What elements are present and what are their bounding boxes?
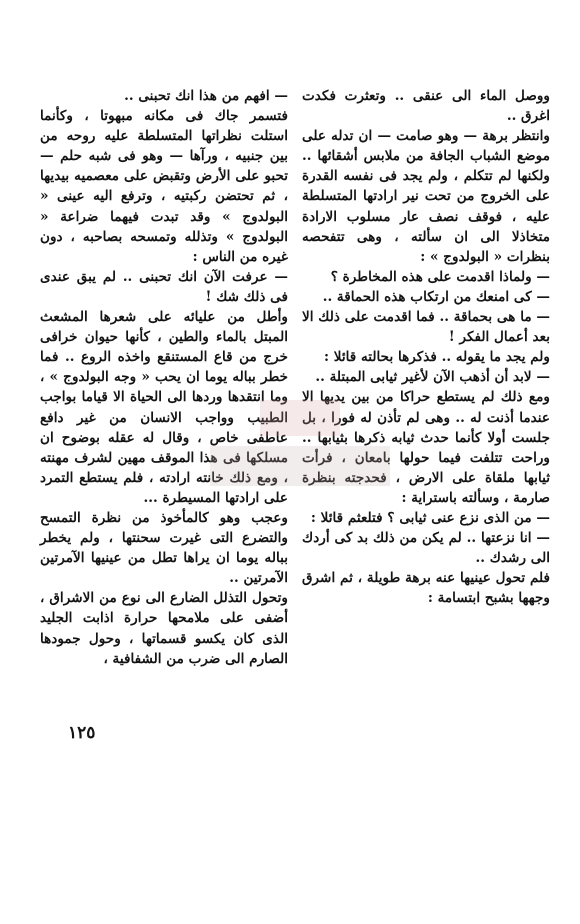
paragraph: — لابد أن أذهب الآن لأغير ثيابى المبتلة .. bbox=[315, 369, 550, 386]
paragraph: وأطل من عليائه على شعرها المشعث المبتل بالماء والطين ، كأنها حيوان خرافى خرج من قاع المستنقع واخذه الروع .. فما خطر بباله يوما ان يحب « وجه البولدوج » ، وما انتقدها وردها الى الحياة الا قياما بواجب الطبيب وواجب الانسان من غير دافع عاطفى خاص ، وقال له عقله بوضوح ان مسلكها فى هذا الموقف مهين لشرف مهنته ، ومع ذلك خانته ارادته ، فلم يستطع التمرد على ارادتها المسيطرة ... bbox=[40, 309, 288, 506]
paragraph: — ولماذا اقدمت على هذه المخاطرة ؟ bbox=[330, 268, 550, 285]
paragraph: — من الذى نزع عنى ثيابى ؟ فتلعثم قائلا : bbox=[310, 509, 550, 526]
paragraph: — افهم من هذا انك تحبنى .. bbox=[124, 88, 288, 104]
page-number: ١٢٥ bbox=[68, 723, 96, 743]
paragraph: ولم يجد ما يقوله .. فذكرها بحالته قائلا : bbox=[323, 349, 550, 366]
right-text-column bbox=[302, 86, 550, 608]
paragraph: — انا نزعتها .. لم يكن من ذلك بد كى أردك الى رشدك .. bbox=[302, 530, 550, 567]
paragraph: ومع ذلك لم يستطع حراكا من بين يديها الا عندما أذنت له .. وهى لم تأذن له فورا ، بل جلست أولا كأنما حدث ثيابه ذكرها بثيابها .. وراحت تتلفت فيما حولها بامعان ، فرأت ثيابها ملقاة على الارض ، فحدجته بنظرة صارمة ، وسألته باستراية : bbox=[302, 389, 550, 506]
paragraph: ووصل الماء الى عنقى .. وتعثرت فكدت اغرق .. bbox=[302, 88, 550, 125]
paragraph: وتحول التذلل الضارع الى نوع من الاشراق ، أضفى على ملامحها حرارة اذابت الجليد الذى كان يكسو قسماتها ، وحول جمودها الصارم الى ضرب من الشفافية ، bbox=[40, 590, 288, 667]
left-text-column bbox=[40, 86, 288, 669]
paragraph: وعجب وهو كالمأخوذ من نظرة التمسح والتضرع التى غيرت سحنتها ، ولم يخطر بباله يوما ان يراها تطل من عينيها الآمرتين الآمرتين .. bbox=[40, 509, 288, 587]
paragraph: — عرفت الآن انك تحبنى .. لم يبق عندى فى ذلك شك ! bbox=[40, 268, 288, 305]
paragraph: — ما هى بحماقة .. فما اقدمت على ذلك الا بعد أعمال الفكر ! bbox=[302, 309, 550, 346]
paragraph: فلم تحول عينيها عنه برهة طويلة ، ثم اشرق وجهها بشبح ابتسامة : bbox=[302, 570, 550, 607]
paragraph: وانتظر برهة — وهو صامت — ان تدله على موضع الشباب الجافة من ملابس أشقائها .. ولكنها لم تتكلم ، ولم يجد فى نفسه القدرة على الخروج من تحت نير ارادتها المتسلطة عليه ، فوقف نصف عار مسلوب الارادة متخاذلا الى ان سألته ، وهى تتفحصه بنظرات « البولدوج » : bbox=[302, 128, 550, 265]
paragraph: فتسمر جاك فى مكانه مبهوتا ، وكأنما استلت نظراتها المتسلطة عليه روحه من بين جنبيه ، ورآها — وهو فى شبه حلم — تحبو على الأرض وتقبض على معصميه بيديها ، ثم تحتضن ركبتيه ، وترفع اليه عينى « البولدوج » وقد تبدت فيهما ضراعة « البولدوج » وتذلله وتمسحه بصاحبه ، دون غيره من الناس : bbox=[40, 108, 288, 265]
paragraph: — كى امنعك من ارتكاب هذه الحماقة .. bbox=[322, 288, 550, 305]
